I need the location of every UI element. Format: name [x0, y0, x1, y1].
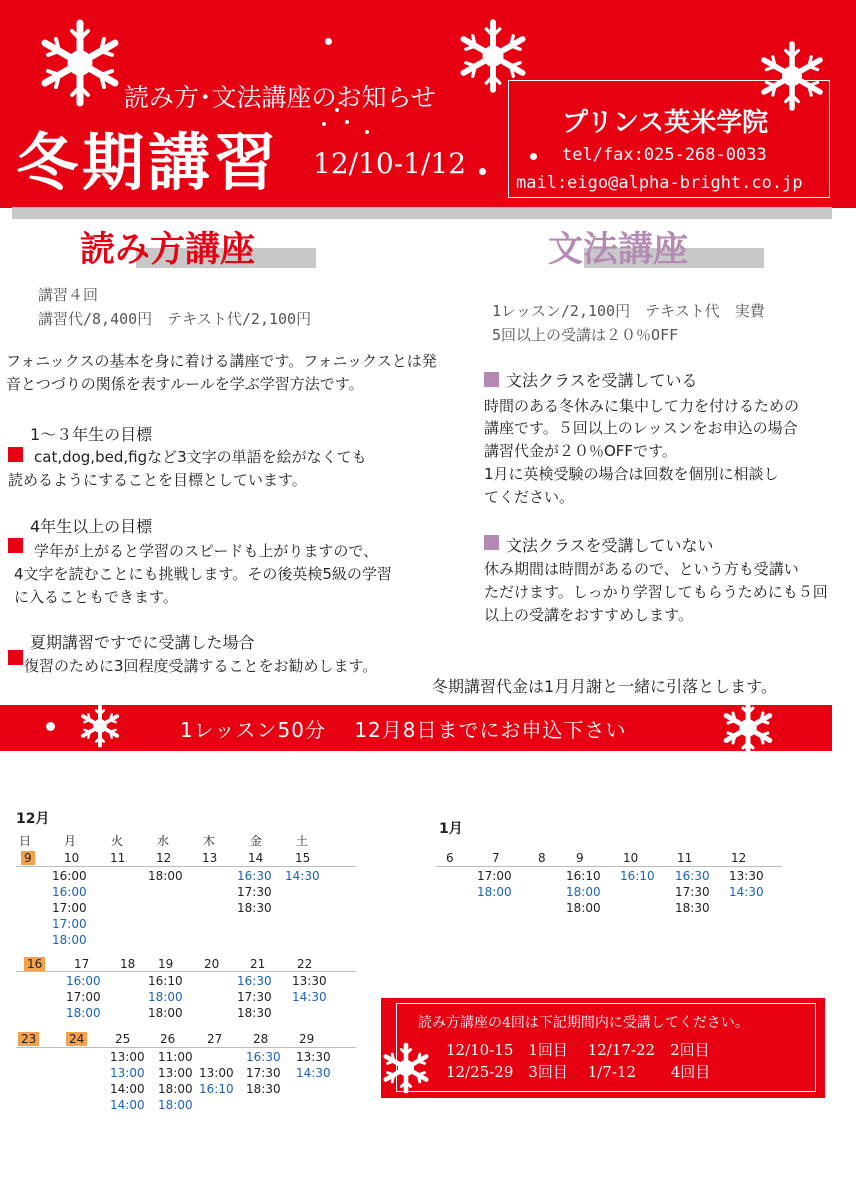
- bullet-dot: [530, 153, 537, 160]
- bullet-square: [8, 538, 23, 553]
- snowflake-icon: [35, 18, 125, 111]
- time-slot: 18:30: [675, 901, 710, 915]
- weekday-label: 水: [157, 834, 170, 848]
- date: 12: [156, 851, 172, 865]
- reading-course-title: 読み方講座: [80, 229, 256, 270]
- time-slot: 18:00: [66, 1006, 101, 1020]
- lesson-bar-text: 1レッスン50分 12月8日までにお申込下さい: [180, 718, 627, 742]
- date: 6: [446, 851, 454, 865]
- case1-line: 時間のある冬休みに集中して力を付けるための: [484, 397, 800, 415]
- time-slot: 17:30: [246, 1066, 281, 1080]
- time-slot: 16:30: [237, 974, 272, 988]
- case1-line: てください。: [484, 488, 575, 506]
- time-slot: 18:00: [148, 869, 183, 883]
- time-slot: 16:00: [52, 885, 87, 899]
- bullet-square: [484, 535, 499, 550]
- weekday-label: 日: [19, 834, 32, 848]
- date: 29: [299, 1032, 315, 1046]
- reading-intro-line: 音とつづりの関係を表すルールを学ぶ学習方法です。: [6, 375, 364, 393]
- time-slot: 17:00: [66, 990, 101, 1004]
- case1-line: 講習代金が２０％OFFです。: [484, 442, 677, 460]
- snow-dot: [479, 168, 486, 175]
- time-slot: 16:10: [566, 869, 601, 883]
- grammar-fee: 1レッスン/2,100円 テキスト代 実費: [492, 302, 765, 320]
- time-slot: 13:00: [110, 1066, 145, 1080]
- date-holiday: 23: [18, 1032, 39, 1046]
- school-mail: mail:eigo@alpha-bright.co.jp: [516, 173, 803, 193]
- snowflake-icon: [380, 1042, 432, 1097]
- date: 10: [64, 851, 80, 865]
- goal2-line: に入ることもできます。: [14, 588, 178, 606]
- time-slot: 18:00: [566, 885, 601, 899]
- weekday-label: 木: [203, 834, 216, 848]
- date: 14: [248, 851, 264, 865]
- date: 11: [677, 851, 693, 865]
- time-slot: 18:30: [237, 1006, 272, 1020]
- time-slot: 17:30: [237, 885, 272, 899]
- grammar-discount: 5回以上の受講は２０％OFF: [492, 326, 679, 344]
- time-slot: 14:30: [296, 1066, 331, 1080]
- snow-dot: [345, 120, 349, 124]
- date-holiday: 24: [66, 1032, 87, 1046]
- goal1-title: 1～３年生の目標: [30, 425, 153, 444]
- case1-line: 講座です。５回以上のレッスンをお申込の場合: [484, 419, 798, 437]
- time-slot: 16:30: [246, 1050, 281, 1064]
- goal2-title: 4年生以上の目標: [30, 517, 153, 536]
- school-name: プリンス英米学院: [562, 108, 769, 138]
- time-slot: 18:00: [158, 1098, 193, 1112]
- schedule-row: 12/25-29 3回目 1/7-12 4回目: [446, 1063, 711, 1081]
- time-slot: 14:30: [729, 885, 764, 899]
- schedule-row: 12/10-15 1回目 12/17-22 2回目: [446, 1041, 710, 1059]
- time-slot: 14:30: [292, 990, 327, 1004]
- time-slot: 17:00: [52, 901, 87, 915]
- date: 28: [253, 1032, 269, 1046]
- snowflake-icon: [720, 700, 776, 759]
- goal3-title: 夏期講習ですでに受講した場合: [30, 633, 255, 652]
- time-slot: 16:30: [675, 869, 710, 883]
- time-slot: 13:30: [296, 1050, 331, 1064]
- date: 22: [297, 957, 313, 971]
- course-dates: 12/10-1/12: [313, 147, 467, 180]
- goal1-line: 読めるようにすることを目標としています。: [8, 471, 307, 489]
- weekday-label: 月: [64, 834, 77, 848]
- calendar-jan-month: 1月: [439, 821, 463, 837]
- goal2-line: 学年が上がると学習のスピードも上がりますので、: [34, 542, 379, 560]
- time-slot: 16:10: [199, 1082, 234, 1096]
- weekday-label: 火: [111, 834, 124, 848]
- date: 21: [250, 957, 266, 971]
- time-slot: 16:30: [237, 869, 272, 883]
- schedule-heading: 読み方講座の4回は下記期間内に受講してください。: [418, 1015, 749, 1031]
- time-slot: 16:10: [148, 974, 183, 988]
- date: 11: [110, 851, 126, 865]
- date: 9: [576, 851, 584, 865]
- time-slot: 18:00: [158, 1082, 193, 1096]
- date: 27: [207, 1032, 223, 1046]
- date: 20: [204, 957, 220, 971]
- time-slot: 13:30: [292, 974, 327, 988]
- snow-dot: [322, 122, 326, 126]
- divider: [12, 207, 832, 219]
- snow-dot: [46, 722, 55, 731]
- time-slot: 17:30: [675, 885, 710, 899]
- time-slot: 13:00: [110, 1050, 145, 1064]
- snowflake-icon: [78, 704, 122, 751]
- time-slot: 14:30: [285, 869, 320, 883]
- date: 19: [158, 957, 174, 971]
- payment-note: 冬期講習代金は1月月謝と一緒に引落とします。: [432, 677, 777, 696]
- time-slot: 11:00: [158, 1050, 193, 1064]
- calendar-rule: [16, 1047, 356, 1048]
- case2-line: 休み期間は時間があるので、という方も受講い: [484, 560, 799, 578]
- time-slot: 13:00: [158, 1066, 193, 1080]
- grammar-course-title: 文法講座: [548, 229, 689, 270]
- time-slot: 18:30: [246, 1082, 281, 1096]
- date: 10: [623, 851, 639, 865]
- date-sunday: 16: [24, 957, 45, 971]
- calendar-rule: [16, 866, 356, 867]
- case2-line: 以上の受講をおすすめします。: [484, 606, 693, 624]
- time-slot: 17:30: [237, 990, 272, 1004]
- goal1-line: cat,dog,bed,figなど3文字の単語を絵がなくても: [34, 448, 367, 466]
- goal3-line: 復習のために3回程度受講することをお勧めします。: [24, 657, 378, 675]
- bullet-square: [484, 372, 499, 387]
- date: 12: [731, 851, 747, 865]
- date: 8: [538, 851, 546, 865]
- time-slot: 16:10: [620, 869, 655, 883]
- time-slot: 13:00: [199, 1066, 234, 1080]
- snow-dot: [365, 130, 369, 134]
- time-slot: 18:00: [52, 933, 87, 947]
- date: 26: [160, 1032, 176, 1046]
- bullet-square: [8, 447, 23, 462]
- page-title: 冬期講習: [16, 126, 281, 199]
- time-slot: 14:00: [110, 1098, 145, 1112]
- date: 13: [202, 851, 218, 865]
- calendar-rule: [16, 971, 356, 972]
- calendar-rule: [436, 866, 782, 867]
- time-slot: 18:00: [148, 990, 183, 1004]
- time-slot: 18:00: [477, 885, 512, 899]
- school-tel: tel/fax:025-268-0033: [562, 145, 767, 165]
- time-slot: 18:00: [566, 901, 601, 915]
- bullet-square: [8, 650, 23, 665]
- weekday-label: 金: [250, 834, 263, 848]
- case2-line: ただけます。しっかり学習してもらうためにも５回: [484, 583, 828, 601]
- weekday-label: 土: [296, 834, 309, 848]
- calendar-dec-month: 12月: [16, 811, 50, 827]
- snow-dot: [325, 38, 332, 45]
- reading-count: 講習４回: [38, 286, 99, 304]
- time-slot: 18:30: [237, 901, 272, 915]
- header-subtitle: 読み方･文法講座のお知らせ: [124, 83, 436, 112]
- date: 15: [295, 851, 311, 865]
- case2-title: 文法クラスを受講していない: [506, 536, 714, 555]
- date: 18: [120, 957, 136, 971]
- time-slot: 14:00: [110, 1082, 145, 1096]
- date-sunday: 9: [21, 851, 35, 865]
- date: 7: [492, 851, 500, 865]
- case1-line: 1月に英検受験の場合は回数を個別に相談し: [484, 465, 779, 483]
- time-slot: 17:00: [52, 917, 87, 931]
- time-slot: 18:00: [148, 1006, 183, 1020]
- date: 17: [74, 957, 90, 971]
- time-slot: 17:00: [477, 869, 512, 883]
- case1-title: 文法クラスを受講している: [506, 371, 698, 390]
- time-slot: 13:30: [729, 869, 764, 883]
- date: 25: [115, 1032, 131, 1046]
- time-slot: 16:00: [66, 974, 101, 988]
- reading-fee: 講習代/8,400円 テキスト代/2,100円: [38, 310, 312, 328]
- reading-intro-line: フォニックスの基本を身に着ける講座です。フォニックスとは発: [6, 352, 437, 370]
- time-slot: 16:00: [52, 869, 87, 883]
- goal2-line: 4文字を読むことにも挑戦します。その後英検5級の学習: [14, 565, 392, 583]
